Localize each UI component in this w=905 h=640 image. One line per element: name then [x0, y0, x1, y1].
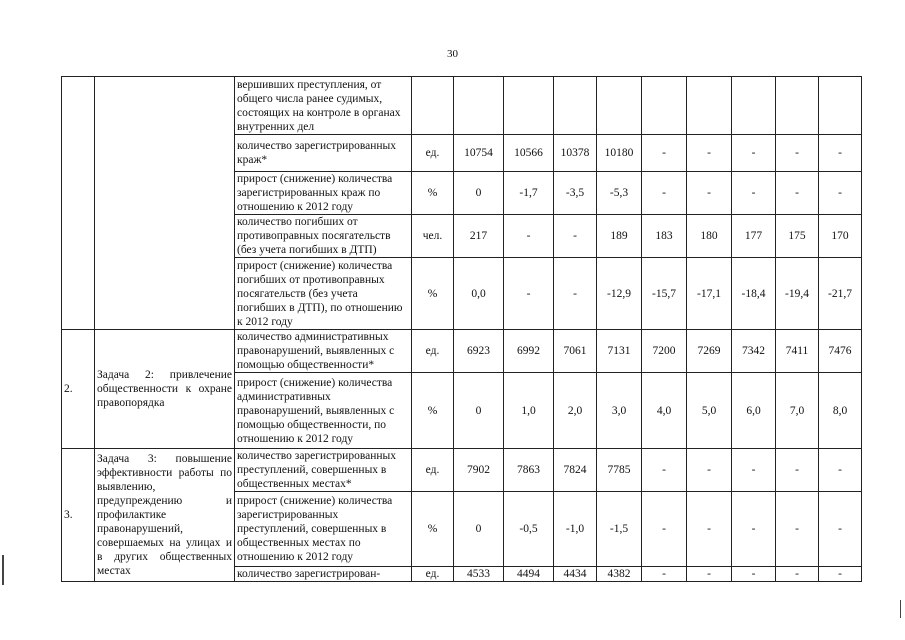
unit-cell: %: [412, 373, 454, 449]
value-cell: -: [732, 135, 776, 172]
value-cell: -5,3: [597, 172, 642, 215]
value-cell: -: [642, 135, 687, 172]
value-cell: -: [687, 567, 732, 582]
index-cell: [62, 77, 95, 330]
value-cell: [454, 77, 504, 135]
value-cell: 0: [454, 373, 504, 449]
value-cell: 2,0: [554, 373, 597, 449]
value-cell: [776, 77, 819, 135]
value-cell: -1,7: [504, 172, 554, 215]
value-cell: -: [732, 492, 776, 567]
unit-cell: %: [412, 492, 454, 567]
value-cell: -: [642, 449, 687, 492]
indicator-cell: количество зарегистрированных краж*: [235, 135, 412, 172]
value-cell: 0: [454, 492, 504, 567]
value-cell: 7,0: [776, 373, 819, 449]
table-row: [62, 330, 862, 373]
value-cell: 183: [642, 215, 687, 258]
table-row: [62, 77, 862, 135]
value-cell: -: [732, 567, 776, 582]
value-cell: -: [819, 492, 862, 567]
indicator-cell: количество зарегистрирован-: [235, 567, 412, 582]
unit-cell: [412, 77, 454, 135]
value-cell: -: [776, 135, 819, 172]
value-cell: 1,0: [504, 373, 554, 449]
value-cell: 4,0: [642, 373, 687, 449]
unit-cell: ед.: [412, 330, 454, 373]
value-cell: [504, 77, 554, 135]
task-cell: [95, 77, 235, 330]
page-number: 30: [447, 48, 458, 60]
indicator-cell: прирост (снижение) количества погибших от противоправных посягательств (без учета погибших в ДТП), по отношению к 2012 году: [235, 258, 412, 330]
value-cell: -: [776, 449, 819, 492]
value-cell: 10566: [504, 135, 554, 172]
value-cell: 7824: [554, 449, 597, 492]
value-cell: 189: [597, 215, 642, 258]
indicator-cell: прирост (снижение) количества зарегистрированных краж по отношению к 2012 году: [235, 172, 412, 215]
value-cell: 4533: [454, 567, 504, 582]
value-cell: -: [554, 215, 597, 258]
task-cell: Задача 2: привлечение общественности к охране правопорядка: [95, 330, 235, 449]
value-cell: -19,4: [776, 258, 819, 330]
unit-cell: ед.: [412, 449, 454, 492]
value-cell: 7342: [732, 330, 776, 373]
value-cell: -12,9: [597, 258, 642, 330]
value-cell: -: [776, 492, 819, 567]
value-cell: 4382: [597, 567, 642, 582]
task-cell: Задача 3: повышение эффективности работы по выявлению, предупреждению и профилактике правонарушений, совершаемых на улицах и в других общественных местах: [95, 449, 235, 582]
indicator-cell: количество административных правонарушений, выявленных с помощью общественности*: [235, 330, 412, 373]
value-cell: 217: [454, 215, 504, 258]
value-cell: 4494: [504, 567, 554, 582]
value-cell: 7902: [454, 449, 504, 492]
value-cell: -21,7: [819, 258, 862, 330]
value-cell: -3,5: [554, 172, 597, 215]
value-cell: -: [819, 567, 862, 582]
value-cell: 7269: [687, 330, 732, 373]
unit-cell: ед.: [412, 135, 454, 172]
value-cell: -: [819, 172, 862, 215]
value-cell: 0,0: [454, 258, 504, 330]
value-cell: [597, 77, 642, 135]
value-cell: -: [504, 258, 554, 330]
value-cell: -: [642, 172, 687, 215]
value-cell: 5,0: [687, 373, 732, 449]
indicators-table: [61, 76, 862, 582]
value-cell: 6992: [504, 330, 554, 373]
value-cell: 7863: [504, 449, 554, 492]
value-cell: -: [554, 258, 597, 330]
value-cell: [687, 77, 732, 135]
value-cell: 10754: [454, 135, 504, 172]
value-cell: 8,0: [819, 373, 862, 449]
value-cell: 7476: [819, 330, 862, 373]
value-cell: [732, 77, 776, 135]
value-cell: 175: [776, 215, 819, 258]
unit-cell: %: [412, 258, 454, 330]
unit-cell: ед.: [412, 567, 454, 582]
value-cell: 3,0: [597, 373, 642, 449]
value-cell: 10180: [597, 135, 642, 172]
value-cell: -0,5: [504, 492, 554, 567]
indicator-cell: прирост (снижение) количества административных правонарушений, выявленных с помощью общественности, по отношению к 2012 году: [235, 373, 412, 449]
value-cell: -: [687, 172, 732, 215]
value-cell: -15,7: [642, 258, 687, 330]
value-cell: -: [687, 135, 732, 172]
value-cell: 7411: [776, 330, 819, 373]
value-cell: -: [776, 567, 819, 582]
indicator-cell: количество погибших от противоправных посягательств (без учета погибших в ДТП): [235, 215, 412, 258]
indicator-cell: количество зарегистрированных преступлений, совершенных в общественных местах*: [235, 449, 412, 492]
value-cell: -: [687, 449, 732, 492]
value-cell: 177: [732, 215, 776, 258]
unit-cell: %: [412, 172, 454, 215]
value-cell: -: [504, 215, 554, 258]
value-cell: -: [776, 172, 819, 215]
indicator-cell: вершивших преступления, от общего числа ранее судимых, состоящих на контроле в органах внутренних дел: [235, 77, 412, 135]
value-cell: -: [732, 449, 776, 492]
value-cell: 4434: [554, 567, 597, 582]
value-cell: 6923: [454, 330, 504, 373]
value-cell: 7061: [554, 330, 597, 373]
value-cell: 7200: [642, 330, 687, 373]
value-cell: 0: [454, 172, 504, 215]
indicator-cell: прирост (снижение) количества зарегистрированных преступлений, совершенных в общественных местах по отношению к 2012 году: [235, 492, 412, 567]
index-cell: 2.: [62, 330, 95, 449]
value-cell: -: [819, 135, 862, 172]
margin-mark: [2, 555, 4, 585]
value-cell: -: [687, 492, 732, 567]
value-cell: -1,0: [554, 492, 597, 567]
margin-mark: [900, 600, 901, 618]
value-cell: 10378: [554, 135, 597, 172]
value-cell: -1,5: [597, 492, 642, 567]
value-cell: -: [642, 492, 687, 567]
table-row: [62, 449, 862, 492]
value-cell: 180: [687, 215, 732, 258]
value-cell: [819, 77, 862, 135]
value-cell: 7131: [597, 330, 642, 373]
index-cell: 3.: [62, 449, 95, 582]
value-cell: 170: [819, 215, 862, 258]
value-cell: -18,4: [732, 258, 776, 330]
value-cell: 6,0: [732, 373, 776, 449]
value-cell: [642, 77, 687, 135]
value-cell: [554, 77, 597, 135]
value-cell: -: [732, 172, 776, 215]
value-cell: -17,1: [687, 258, 732, 330]
value-cell: 7785: [597, 449, 642, 492]
value-cell: -: [819, 449, 862, 492]
unit-cell: чел.: [412, 215, 454, 258]
value-cell: -: [642, 567, 687, 582]
